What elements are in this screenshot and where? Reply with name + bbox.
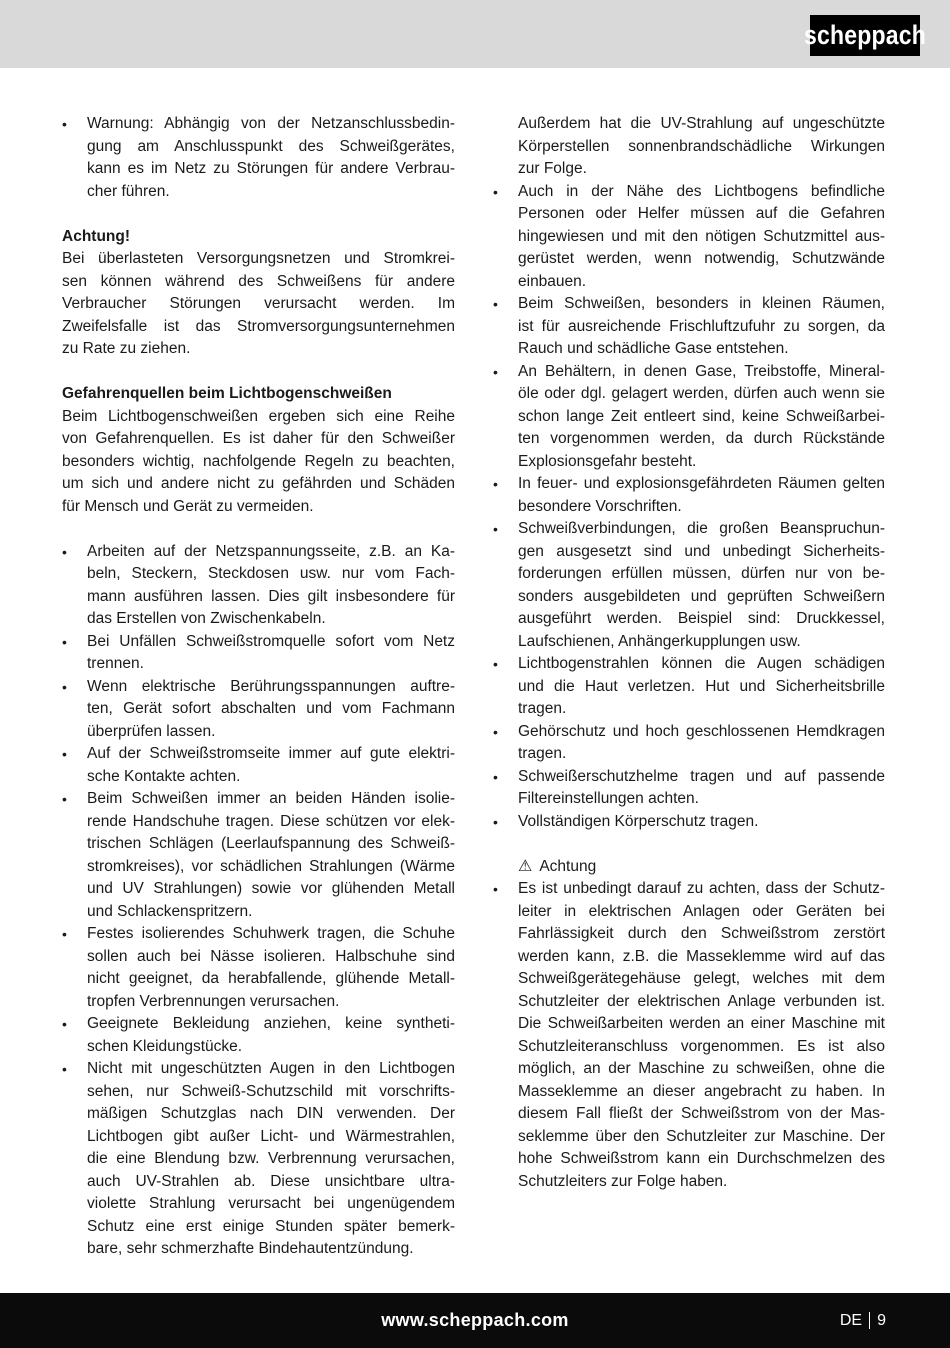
bullet-marker: • (493, 881, 498, 897)
text-line: Beim Lichtbogenschweißen ergeben sich eine Reihe (62, 407, 455, 425)
text-line: sollen auch bei Nässe isolieren. Halbschuhe sind (87, 947, 455, 965)
block-text (518, 361, 885, 474)
text-line: zur Folge. (518, 160, 587, 177)
text-line: Filtereinstellungen achten. (518, 790, 699, 807)
text-line: ten, Gerät sofort abschalten und vom Fachmann (87, 700, 455, 717)
block-text (518, 113, 885, 181)
bullet-marker: • (62, 678, 67, 695)
left-column (62, 113, 455, 1261)
text-line: mann ausführen lassen. Dies gilt insbesondere für (87, 587, 455, 605)
text-line: sehen, nur Schweiß-Schutzschild mit vorschrifts- (87, 1082, 455, 1100)
text-line: werden kann, z.B. die Masseklemme wird auf das (518, 947, 885, 965)
text-line: schen Kleidungstücke. (87, 1037, 243, 1055)
text-line: Warnung: Abhängig von der Netzanschlussbedin- (87, 115, 455, 132)
text-line: stromkreises), vor schädlichen Strahlungen (Wärme (87, 857, 455, 875)
text-line: Schutzleiteranschluss vorgenommen. Es ist also (518, 1037, 885, 1055)
bullet-item (62, 923, 455, 1013)
language-code: DE (839, 1311, 863, 1329)
bullet-item (493, 293, 885, 361)
block-text (87, 631, 455, 676)
text-line: Explosionsgefahr besteht. (518, 452, 697, 470)
text-line: Schutzleiter der elektrischen Anlage verbunden ist. (518, 992, 885, 1010)
bullet-item (493, 473, 885, 518)
text-line: zu Rate zu ziehen. (62, 340, 191, 357)
block-text (87, 541, 455, 631)
block-text (87, 1058, 455, 1261)
text-line: Fahrlässigkeit durch den Schweißstrom zerstört (518, 925, 885, 942)
block-text (518, 766, 885, 811)
text-line: ausgeführt werden. Beispiel sind: Druckkessel, (518, 610, 885, 627)
text-line: möglich, an der Maschine zu schweißen, ohne die (518, 1060, 885, 1077)
text-line: schon lange Zeit entleert sind, keine Schweißarbei- (518, 407, 885, 425)
block-text (87, 1013, 455, 1058)
bullet-marker: • (62, 746, 67, 762)
bullet-item (493, 518, 885, 653)
text-line: mäßigen Schutzglas nach DIN verwenden. Der (87, 1105, 455, 1122)
text-line: Vollständigen Körperschutz tragen. (518, 812, 759, 830)
text-line: violette Strahlung verursacht bei ungenügendem (87, 1195, 455, 1212)
text-line: Schweißverbindungen, die großen Beanspruchun- (518, 520, 885, 537)
bullet-marker: • (62, 633, 67, 650)
bullet-item (62, 1013, 455, 1058)
warning-heading (493, 856, 885, 879)
text-line: Gehörschutz und hoch geschlossenen Hemdkragen (518, 722, 885, 740)
logo-text: scheppach (804, 19, 926, 50)
right-column (493, 113, 885, 1261)
text-line: Lichtbogenstrahlen können die Augen schädigen (518, 655, 885, 672)
text-line: Beim Schweißen, besonders in kleinen Räumen, (518, 295, 885, 312)
text-line: Es ist unbedingt darauf zu achten, dass der Schutz- (518, 880, 885, 897)
block-text (518, 293, 885, 361)
warning-heading-label: Achtung (539, 857, 597, 875)
block-text (518, 811, 885, 834)
block-text (518, 878, 885, 1193)
text-line: gen ausgesetzt sind und unbedingt Sicherheits- (518, 542, 885, 560)
text-line: und die Haut verletzen. Hut und Sicherheitsbrille (518, 677, 885, 695)
text-line: An Behältern, in denen Gase, Treibstoffe, Mineral- (518, 362, 885, 380)
text-line: beln, Steckern, Steckdosen usw. nur vom Fach- (87, 565, 455, 582)
text-line: diesem Fall fließt der Schweißstrom von der Mas- (518, 1105, 885, 1122)
text-line: und Schlackenspritzern. (87, 902, 253, 920)
text-line: Schutzleiters zur Folge haben. (518, 1172, 728, 1190)
bullet-item (493, 766, 885, 811)
block-text (518, 181, 885, 294)
block-text (518, 653, 885, 721)
text-line: besondere Vorschriften. (518, 497, 682, 515)
bullet-marker: • (62, 1061, 67, 1077)
page-indicator (840, 1293, 886, 1348)
text-line: tragen. (518, 745, 567, 762)
footer-website: www.scheppach.com (381, 1310, 569, 1330)
text-line: cher führen. (87, 182, 170, 200)
bullet-item (493, 181, 885, 294)
text-line: tropfen Verbrennungen verursachen. (87, 992, 340, 1010)
bullet-marker: • (493, 183, 498, 200)
text-line: Außerdem hat die UV-Strahlung auf ungeschützte (518, 115, 885, 132)
bullet-marker: • (62, 791, 67, 807)
bullet-marker: • (62, 926, 67, 942)
paragraph (62, 406, 455, 519)
text-line: Beim Schweißen immer an beiden Händen isolie- (87, 790, 455, 807)
text-line: einbauen. (518, 272, 587, 290)
text-line: trischen Schlägen (Leerlaufspannung des Schweiß- (87, 835, 455, 852)
text-line: um sich und andere nicht zu gefährden und Schäden (62, 475, 455, 492)
bullet-marker: • (62, 1016, 67, 1032)
text-line: gerüstet werden, wenn notwendig, Schutzwände (518, 250, 885, 267)
text-line: Bei überlasteten Versorgungsnetzen und Stromkrei- (62, 250, 455, 267)
bullet-marker: • (493, 723, 498, 740)
bullet-item (493, 721, 885, 766)
text-line: Die Schweißarbeiten werden an einer Maschine mit (518, 1015, 885, 1032)
bullet-marker: • (493, 813, 498, 830)
bullet-marker: • (493, 521, 498, 537)
text-line: forderungen erfüllen müssen, dürfen nur von be- (518, 565, 885, 582)
block-text (518, 518, 885, 653)
bullet-marker: • (62, 543, 67, 560)
text-line: Auch in der Nähe des Lichtbogens befindliche (518, 182, 885, 200)
bullet-marker: • (493, 656, 498, 672)
block-text (518, 721, 885, 766)
bullet-item (493, 361, 885, 474)
bullet-marker: • (493, 296, 498, 312)
text-line: Bei Unfällen Schweißstromquelle sofort vom Netz (87, 632, 455, 650)
text-line: In feuer- und explosionsgefährdeten Räumen gelten (518, 475, 885, 492)
page-content (0, 68, 950, 1261)
text-line: Festes isolierendes Schuhwerk tragen, die Schuhe (87, 925, 455, 942)
text-line: das Erstellen von Zwischenkabeln. (87, 610, 326, 627)
text-line: Schweißgerätegehäuse gelegt, welches mit dem (518, 970, 885, 987)
bullet-item (62, 788, 455, 923)
text-line: Lichtbogen gibt außer Licht- und Wärmestrahlen, (87, 1127, 455, 1145)
text-line: sonders ausgebildeten und geprüften Schweißern (518, 587, 885, 605)
block-text (87, 676, 455, 744)
section-heading: Gefahrenquellen beim Lichtbogenschweißen (62, 385, 392, 402)
page-divider (869, 1312, 870, 1329)
text-line: für Mensch und Gerät zu vermeiden. (62, 497, 314, 515)
text-line: die eine Blendung bzw. Verbrennung verursachen, (87, 1150, 455, 1167)
footer-bar (0, 1293, 950, 1348)
text-line: Rauch und schädliche Gase entstehen. (518, 340, 789, 357)
bullet-marker: • (62, 116, 67, 132)
bullet-marker: • (493, 476, 498, 492)
text-line: Zweifelsfalle ist das Stromversorgungsunternehmen (62, 317, 455, 335)
paragraph (493, 113, 885, 181)
block-text (87, 113, 455, 203)
text-line: Verbraucher Störungen verursacht werden. Im (62, 295, 455, 312)
warning-triangle-icon: ⚠ (518, 857, 533, 875)
bullet-marker: • (493, 768, 498, 785)
text-line: Nicht mit ungeschützten Augen in den Lichtbogen (87, 1060, 455, 1077)
text-line: von Gefahrenquellen. Es ist daher für den Schweißer (62, 430, 455, 447)
block-text (62, 248, 455, 361)
text-line: Arbeiten auf der Netzspannungsseite, z.B. an Ka- (87, 542, 455, 560)
bullet-item (62, 743, 455, 788)
text-line: Wenn elektrische Berührungsspannungen auftre- (87, 677, 455, 695)
bullet-item (62, 631, 455, 676)
block-text (518, 473, 885, 518)
text-line: Schutz eine erst einige Stunden später bemerk- (87, 1217, 455, 1235)
bullet-item (62, 113, 455, 203)
text-line: kann es im Netz zu Störungen für andere Verbrau- (87, 160, 455, 177)
text-line: ist für ausreichende Frischluftzufuhr zu sorgen, da (518, 317, 885, 335)
text-line: leiter in elektrischen Anlagen oder Geräten bei (518, 902, 885, 920)
paragraph (62, 248, 455, 361)
text-line: sche Kontakte achten. (87, 767, 241, 785)
text-line: bare, sehr schmerzhafte Bindehautentzündung. (87, 1240, 414, 1257)
text-line: Laufschienen, Anhängerkupplungen usw. (518, 632, 801, 650)
text-line: tragen. (518, 700, 567, 717)
text-line: trennen. (87, 655, 144, 672)
page-number: 9 (877, 1311, 886, 1329)
text-line: hohe Schweißstrom kann ein Durchschmelzen des (518, 1150, 885, 1167)
text-line: Masseklemme an dieser angebracht zu haben. In (518, 1082, 885, 1100)
text-line: hingewiesen und mit den nötigen Schutzmittel aus- (518, 227, 885, 245)
text-line: Auf der Schweißstromseite immer auf gute elektri- (87, 745, 455, 762)
text-line: auch UV-Strahlen ab. Diese unsichtbare ultra- (87, 1172, 455, 1190)
bullet-item (493, 653, 885, 721)
bullet-item (62, 1058, 455, 1261)
bullet-item (62, 541, 455, 631)
text-line: Körperstellen sonnenbrandschädliche Wirkungen (518, 137, 885, 155)
text-line: überprüfen lassen. (87, 722, 216, 740)
text-line: Personen oder Helfer müssen auf die Gefahren (518, 205, 885, 222)
text-line: Geeignete Bekleidung anziehen, keine syntheti- (87, 1015, 455, 1032)
bullet-marker: • (493, 363, 498, 380)
bullet-item (493, 878, 885, 1193)
text-line: sen können während des Schweißens für andere (62, 272, 455, 290)
scheppach-logo (804, 15, 926, 56)
text-line: besonders wichtig, nachfolgende Regeln zu beachten, (62, 452, 455, 470)
text-line: und UV Strahlungen) sowie vor glühenden Metall (87, 880, 455, 897)
section-heading: Achtung! (62, 227, 131, 245)
text-line: Schweißerschutzhelme tragen und auf passende (518, 767, 885, 785)
bullet-item (62, 676, 455, 744)
text-line: rende Handschuhe tragen. Diese schützen vor elek- (87, 812, 455, 830)
header-bar (0, 0, 950, 68)
block-text (87, 743, 455, 788)
block-text (87, 788, 455, 923)
text-line: gung am Anschlusspunkt des Schweißgerätes, (87, 137, 455, 155)
text-line: ten vorgenommen werden, da durch Rückstände (518, 430, 885, 447)
text-line: öle oder dgl. gelagert werden, dürfen auch wenn sie (518, 385, 885, 402)
bullet-item (493, 811, 885, 834)
block-text (87, 923, 455, 1013)
text-line: seklemme über den Schutzleiter zur Maschine. Der (518, 1127, 885, 1145)
block-text (62, 406, 455, 519)
text-line: nicht geeignet, da herabfallende, glühende Metall- (87, 970, 455, 987)
